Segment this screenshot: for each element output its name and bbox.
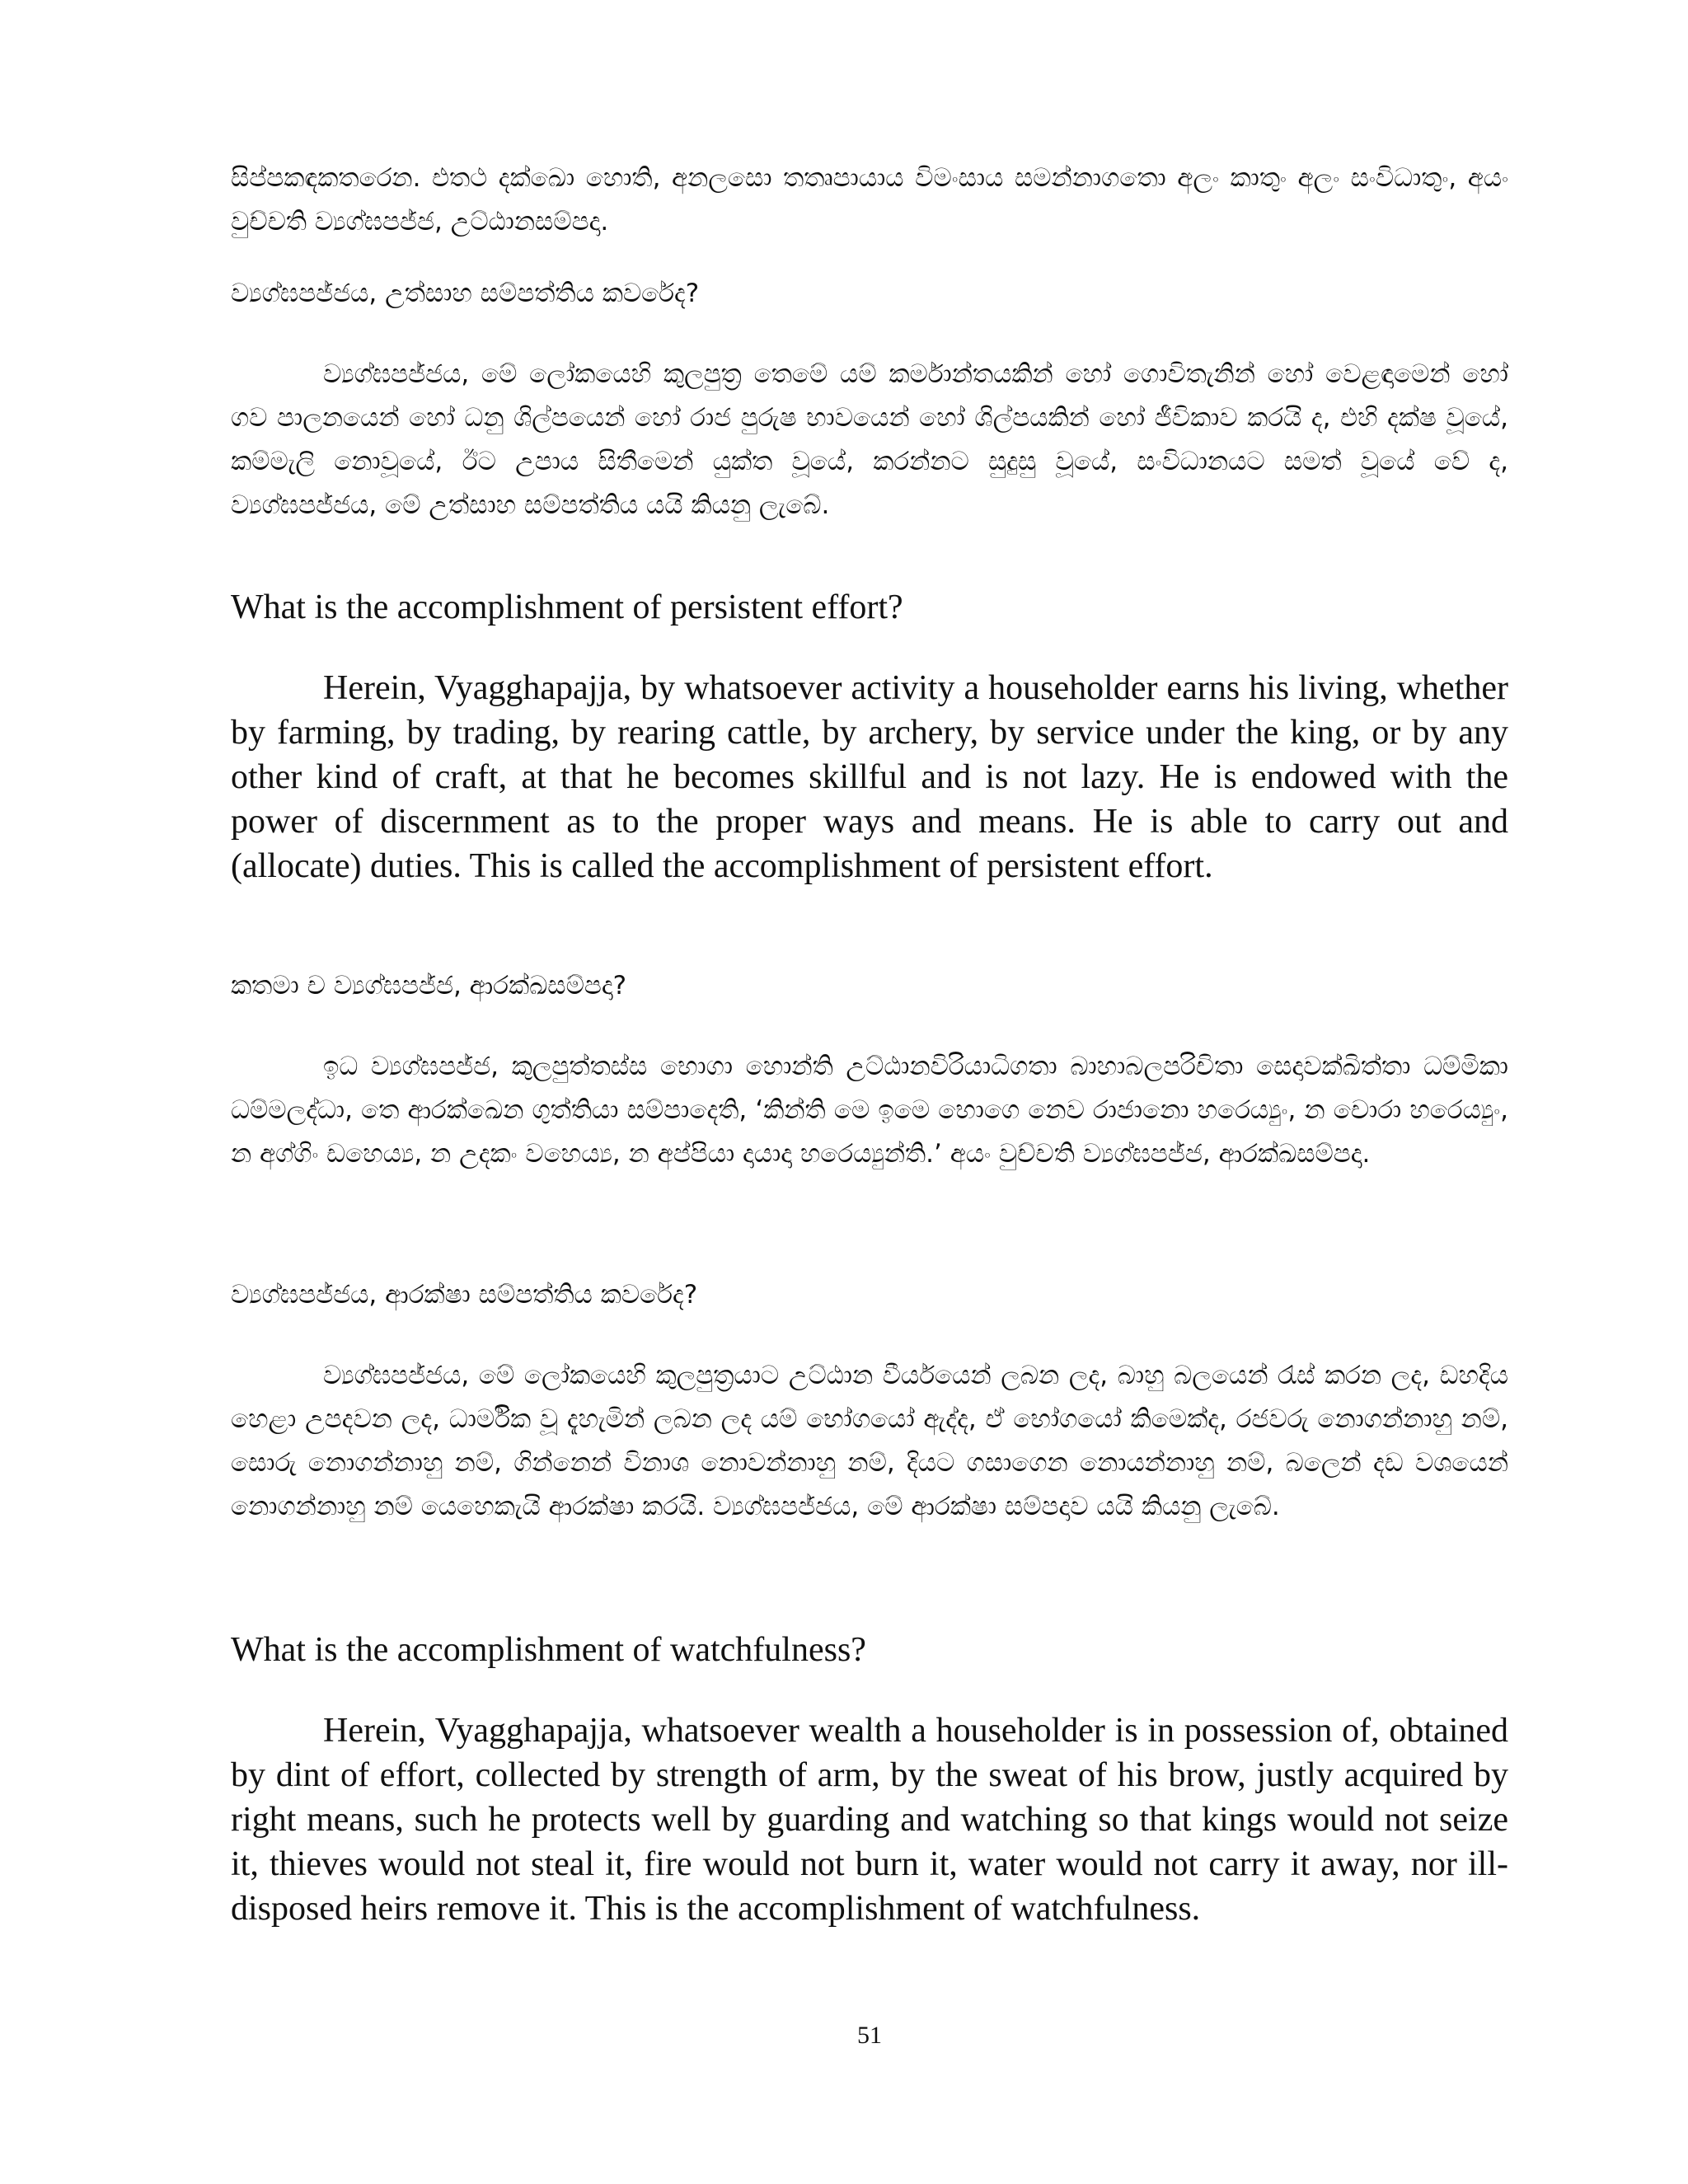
pali-question-watchfulness: කතමා ච ව්‍යග්ඝපජ්ජ, ආරක්ඛසම්පදා? xyxy=(231,971,627,1001)
english-paragraph-watchfulness: Herein, Vyagghapajja, whatsoever wealth a householder is in possession of, obtained by dint of effort, collected by strength of arm, by the sweat of his brow, justly acquired by right means, such he protects well by guarding and watching so that kings would not seize it, thieves would not steal it, fire would not burn it, water would not carry it away, nor ill-disposed heirs remove it. This is the accomplishment of watchfulness. xyxy=(231,1712,1508,1928)
pali-paragraph-continuation: සිප්පකඳකතරෙන. එතථ දක්ඛො හොති, අනලසො තත්‍රුපායාය විමංසාය සමන්නාගතො අලං කාතුං අලං සංවිධාතුං, අයං වුච්චති ව්‍යග්ඝපජ්ජ, උට්ඨානසම්පදා. xyxy=(231,163,1508,237)
pali-paragraph-watchfulness: ඉධ ව්‍යග්ඝපජ්ජ, කුලපුත්තස්ස භොගා හොන්ති උට්ඨානවිරියාධිගතා බාහාබලපරිචිතා සෙදාවක්ඛිත්තා ධම්මිකා ධම්මලද්ධා, තෙ ආරක්ඛෙන ගුත්තියා සම්පාදෙති, ‘කින්ති මෙ ඉමෙ භොගෙ නෙව රාජානො හරෙය්‍යුං, න චොරා හරෙය්‍යුං, න අග්ගිං ඩහෙය්‍ය, න උදකං වහෙය්‍ය, න අප්පියා දායාදා හරෙය්‍යුන්ති.’ අයං වුච්චති ව්‍යග්ඝපජ්ජ, ආරක්ඛසම්පදා. xyxy=(231,1052,1508,1169)
document-page xyxy=(231,0,1508,2184)
english-paragraph-effort: Herein, Vyagghapajja, by whatsoever activity a householder earns his living, whether by farming, by trading, by rearing cattle, by archery, by service under the king, or by any other kind of craft, at that he becomes skillful and is not lazy. He is endowed with the power of discernment as to the proper ways and means. He is able to carry out and (allocate) duties. This is called the accomplishment of persistent effort. xyxy=(231,669,1508,885)
english-question-effort: What is the accomplishment of persistent effort? xyxy=(231,588,903,626)
page-number: 51 xyxy=(857,2022,882,2049)
sinhala-paragraph-effort: ව්‍යග්ඝපජ්ජය, මේ ලෝකයෙහි කුලපුත්‍ර තෙමේ යම් කර්මාන්තයකින් හෝ ගොවිතැනින් හෝ වෙළඳාමෙන් හෝ ගව පාලනයෙන් හෝ ධනු ශිල්පයෙන් හෝ රාජ පුරුෂ භාවයෙන් හෝ ශිල්පයකින් හෝ ජීවිකාව කරයි ද, එහි දක්ෂ වූයේ, කම්මැලි නොවූයේ, ඊට උපාය සිතීමෙන් යුක්ත වූයේ, කරන්නට සුදුසු වූයේ, සංවිධානයට සමත් වූයේ වේ ද, ව්‍යග්ඝපජ්ජය, මේ උත්සාහ සම්පත්තිය යයි කියනු ලැබේ. xyxy=(231,359,1508,520)
sinhala-paragraph-watchfulness: ව්‍යග්ඝපජ්ජය, මේ ලෝකයෙහි කුලපුත්‍රයාට උට්ඨාන වීර්යයෙන් ලබන ලද, බාහු බලයෙන් රැස් කරන ලද, ඩහදිය හෙළා උපදවන ලද, ධාර්මික වූ දැහැමින් ලබන ලද යම් භෝගයෝ ඇද්ද, ඒ භෝගයෝ කිමෙක්ද, රජවරු නොගන්නාහු නම්, සොරු නොගන්නාහු නම්, ගින්නෙන් විනාශ නොවන්නාහු නම්, දියට ගසාගෙන නොයන්නාහු නම්, බලෙන් දඩ වශයෙන් නොගන්නාහු නම් යෙහෙකැයි ආරක්ෂා කරයි. ව්‍යග්ඝපජ්ජය, මේ ආරක්ෂා සම්පදාව යයි කියනු ලැබේ. xyxy=(231,1361,1508,1521)
english-question-watchfulness: What is the accomplishment of watchfulness? xyxy=(231,1631,866,1669)
sinhala-question-effort: ව්‍යග්ඝපජ්ජය, උත්සාහ සම්පත්තිය කවරේද? xyxy=(231,279,700,308)
sinhala-question-watchfulness: ව්‍යග්ඝපජ්ජය, ආරක්ෂා සම්පත්තිය කවරේද? xyxy=(231,1280,698,1310)
